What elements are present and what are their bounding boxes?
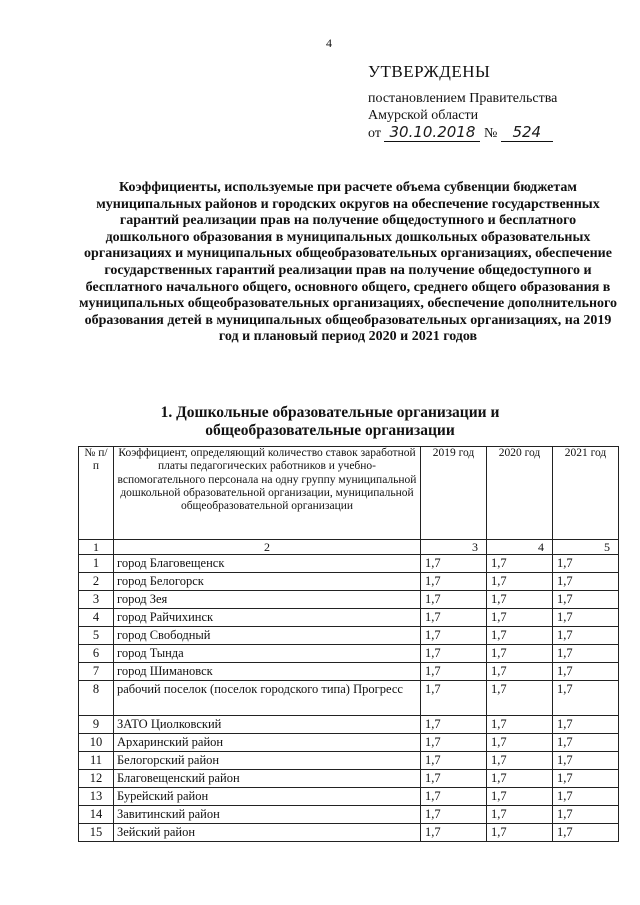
row-2019: 1,7 <box>421 591 487 609</box>
row-name: Белогорский район <box>114 752 421 770</box>
row-2020: 1,7 <box>487 752 553 770</box>
coefficients-table <box>78 446 619 842</box>
row-num: 5 <box>79 627 114 645</box>
date-prefix: от <box>368 126 381 141</box>
table-row <box>79 788 619 806</box>
header-name: Коэффициент, определяющий количество ставок заработной платы педагогических работников и учебно-вспомогательного персонала на одну группу муниципальной дошкольной образовательной организации, муниципальной общеобразовательной организации <box>114 447 421 540</box>
row-num: 9 <box>79 716 114 734</box>
table-row <box>79 806 619 824</box>
row-2020: 1,7 <box>487 770 553 788</box>
row-2020: 1,7 <box>487 627 553 645</box>
row-2021: 1,7 <box>553 663 619 681</box>
row-2019: 1,7 <box>421 681 487 716</box>
header-2020: 2020 год <box>487 447 553 540</box>
row-name: рабочий поселок (поселок городского типа) Прогресс <box>114 681 421 716</box>
row-2020: 1,7 <box>487 645 553 663</box>
row-2019: 1,7 <box>421 716 487 734</box>
row-2020: 1,7 <box>487 681 553 716</box>
approval-block <box>368 62 618 141</box>
row-name: город Тында <box>114 645 421 663</box>
header-num: № п/п <box>79 447 114 540</box>
index-cell: 4 <box>487 540 553 555</box>
row-2021: 1,7 <box>553 716 619 734</box>
row-num: 14 <box>79 806 114 824</box>
table-row <box>79 573 619 591</box>
table-row <box>79 734 619 752</box>
approval-title: УТВЕРЖДЕНЫ <box>368 62 491 81</box>
handwritten-number: 524 <box>501 124 553 142</box>
row-2019: 1,7 <box>421 788 487 806</box>
row-2020: 1,7 <box>487 788 553 806</box>
row-2021: 1,7 <box>553 627 619 645</box>
row-2021: 1,7 <box>553 591 619 609</box>
table-header-row <box>79 447 619 540</box>
table-row <box>79 752 619 770</box>
table-index-row <box>79 540 619 555</box>
row-2019: 1,7 <box>421 609 487 627</box>
row-2021: 1,7 <box>553 734 619 752</box>
row-2019: 1,7 <box>421 806 487 824</box>
row-2019: 1,7 <box>421 663 487 681</box>
row-2019: 1,7 <box>421 555 487 573</box>
row-num: 8 <box>79 681 114 716</box>
row-2019: 1,7 <box>421 645 487 663</box>
row-name: Архаринский район <box>114 734 421 752</box>
approval-date-line <box>368 124 553 142</box>
row-num: 2 <box>79 573 114 591</box>
row-num: 3 <box>79 591 114 609</box>
section-title: 1. Дошкольные образовательные организации и общеобразовательные организации <box>160 404 500 439</box>
table-row <box>79 770 619 788</box>
row-2020: 1,7 <box>487 591 553 609</box>
row-num: 13 <box>79 788 114 806</box>
row-2020: 1,7 <box>487 609 553 627</box>
row-2020: 1,7 <box>487 555 553 573</box>
row-2021: 1,7 <box>553 681 619 716</box>
table-row <box>79 663 619 681</box>
row-2020: 1,7 <box>487 824 553 842</box>
document-title: Коэффициенты, используемые при расчете объема субвенции бюджетам муниципальных районов и городских округов на обеспечение государственных гарантий реализации прав на получение общедоступного и бесплатного дошкольного образования в муниципальных дошкольных образовательных организациях и муниципальных общеобразовательных организациях, обеспечение государственных гарантий реализации прав на получение общедоступного и бесплатного начального общего, основного общего, среднего общего образования в муниципальных общеобразовательных организациях, обеспечение дополнительного образования детей в муниципальных общеобразовательных организациях, на 2019 год и плановый период 2020 и 2021 годов <box>78 180 618 345</box>
row-name: ЗАТО Циолковский <box>114 716 421 734</box>
approval-line-2: Амурской области <box>368 108 479 123</box>
row-2021: 1,7 <box>553 824 619 842</box>
row-name: Бурейский район <box>114 788 421 806</box>
row-name: город Благовещенск <box>114 555 421 573</box>
row-2020: 1,7 <box>487 806 553 824</box>
table-row <box>79 681 619 716</box>
row-num: 6 <box>79 645 114 663</box>
table-row <box>79 591 619 609</box>
row-num: 10 <box>79 734 114 752</box>
row-2021: 1,7 <box>553 752 619 770</box>
row-2021: 1,7 <box>553 788 619 806</box>
row-2021: 1,7 <box>553 609 619 627</box>
table-row <box>79 627 619 645</box>
row-2021: 1,7 <box>553 573 619 591</box>
row-num: 4 <box>79 609 114 627</box>
header-2019: 2019 год <box>421 447 487 540</box>
index-cell: 2 <box>114 540 421 555</box>
number-prefix: № <box>483 126 498 141</box>
page-number: 4 <box>326 36 332 50</box>
table-row <box>79 555 619 573</box>
row-2020: 1,7 <box>487 663 553 681</box>
table-row <box>79 716 619 734</box>
table-row <box>79 645 619 663</box>
row-name: город Райчихинск <box>114 609 421 627</box>
row-2021: 1,7 <box>553 645 619 663</box>
row-2020: 1,7 <box>487 573 553 591</box>
row-num: 15 <box>79 824 114 842</box>
row-name: город Свободный <box>114 627 421 645</box>
index-cell: 5 <box>553 540 619 555</box>
row-num: 12 <box>79 770 114 788</box>
header-2021: 2021 год <box>553 447 619 540</box>
row-2019: 1,7 <box>421 770 487 788</box>
row-num: 11 <box>79 752 114 770</box>
row-name: Благовещенский район <box>114 770 421 788</box>
row-2021: 1,7 <box>553 770 619 788</box>
row-2021: 1,7 <box>553 555 619 573</box>
index-cell: 3 <box>421 540 487 555</box>
row-name: Завитинский район <box>114 806 421 824</box>
row-name: Зейский район <box>114 824 421 842</box>
row-2021: 1,7 <box>553 806 619 824</box>
row-name: город Шимановск <box>114 663 421 681</box>
handwritten-date: 30.10.2018 <box>384 124 480 142</box>
approval-line-1: постановлением Правительства <box>368 91 558 106</box>
row-2019: 1,7 <box>421 627 487 645</box>
row-2020: 1,7 <box>487 716 553 734</box>
row-2020: 1,7 <box>487 734 553 752</box>
row-num: 7 <box>79 663 114 681</box>
row-name: город Зея <box>114 591 421 609</box>
row-2019: 1,7 <box>421 573 487 591</box>
table-row <box>79 609 619 627</box>
row-2019: 1,7 <box>421 752 487 770</box>
row-num: 1 <box>79 555 114 573</box>
row-2019: 1,7 <box>421 824 487 842</box>
row-2019: 1,7 <box>421 734 487 752</box>
row-name: город Белогорск <box>114 573 421 591</box>
index-cell: 1 <box>79 540 114 555</box>
table-row <box>79 824 619 842</box>
